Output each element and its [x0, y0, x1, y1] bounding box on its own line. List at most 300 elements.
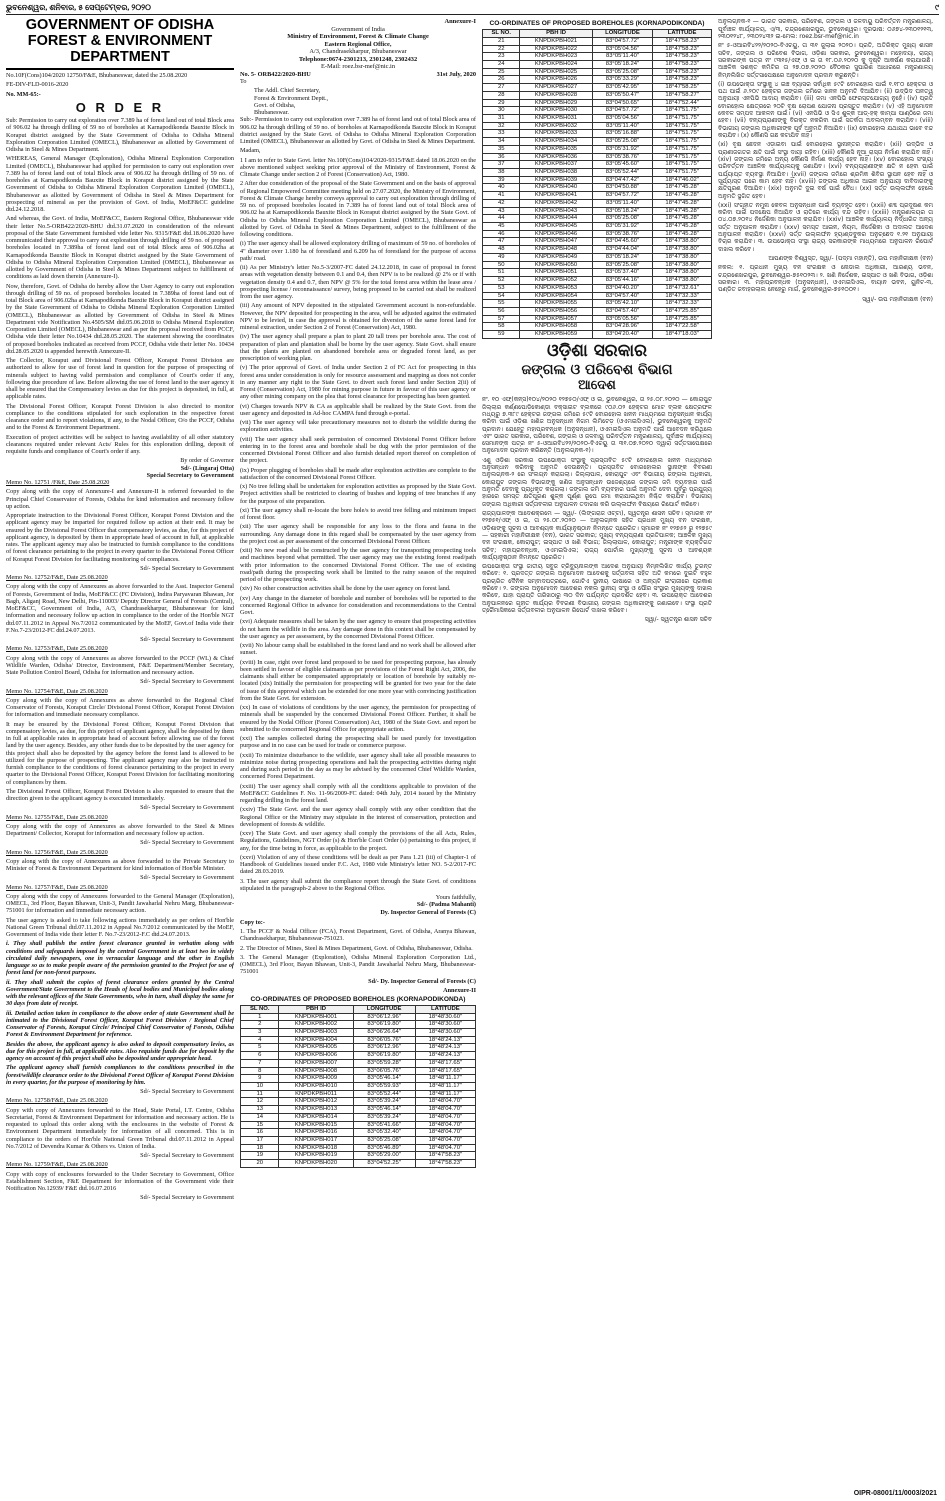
table-cell: 83°05'11.40": [592, 199, 653, 207]
condition: (xiv) No other construction activities shall be done by the user agency on forest land.: [240, 585, 451, 593]
condition: (xii) The user agency shall be responsible for any loss to the flora and fauna in the surrounding. Any damage done in this regard shall be compensated by the user agency from the project cost as per assessment of the concerned Divisional Forest Officer.: [240, 523, 476, 545]
table-cell: 55: [483, 300, 520, 308]
condition: (xxiii) The user agency shall comply with all the conditions applicable to provision of the MoEF&CC Guidelines F. No. 11-96/2009-FC dated: 04th July, 2014 issued by the Ministry regarding drilling in the forest land.: [240, 782, 476, 805]
table-cell: 18°47'58.25": [653, 84, 712, 92]
table-cell: 18°48'04.70": [415, 1098, 475, 1106]
condition: (xxvi) Violation of any of these conditions will be dealt as per Para 1.21 (iii) of Chapter-1 of Handbook of Guidelines issued under F.C. Act, 1980 vide Ministry's letter NO. 5-2/2017-FC dated 28.03.2019.: [240, 853, 476, 876]
table-cell: 83°05'33.29": [592, 76, 653, 84]
table-cell: 83°05'38.76": [592, 153, 653, 161]
table-cell: KNPDKPBH053: [520, 284, 592, 292]
table-row: [483, 307, 712, 315]
table-cell: KNPDKPBH057: [520, 315, 592, 323]
table-cell: 18°47'51.75": [653, 122, 712, 130]
table-cell: 18°47'52.44": [653, 99, 712, 107]
signed-by: Sd/- (Lingaraj Otta): [180, 464, 234, 472]
table-cell: 18°47'58.23": [653, 45, 712, 53]
table-row: [241, 1075, 476, 1083]
table-row: [241, 1067, 476, 1075]
table-cell: 18°48'30.60": [415, 1013, 475, 1021]
table-row: [483, 84, 712, 92]
table-cell: 43: [483, 207, 520, 215]
letter-date: 31st July, 2020: [436, 70, 476, 78]
table-row: [241, 1137, 476, 1145]
memo-text: Copy along with the copy of Annexures as above forwarded to the Regional Chief Conservator of Forests, Koraput Circle/ Divisional Forest Officer, Koraput Forest Division for information and immediate necessary compliance.: [6, 696, 234, 719]
table-cell: 4: [241, 1036, 279, 1044]
table-cell: 18°47'45.28": [653, 223, 712, 231]
copy-item: 2. The Director of Mines, Steel & Mines Department, Govt. of Odisha, Bhubaneswar, Odisha.: [240, 944, 473, 952]
memo-text: Copy with copy of Annexures forwarded to the Head, State Portal, I.T. Centre, Odisha Secretariat, Forest & Environment Department for information and necessary action. He is requested to upload this order along with the enclosures in the website of Forest & Environment Department immediately for information of all concerned. This is in compliance to the orders of Hon'ble National Green Tribunal dtd.07.11.2012 in Appeal No.7/2012 of Devendra Kumar & Others vs. Union of India.: [6, 1106, 234, 1150]
letter-subject: Sub:- Permission to carry out exploration over 7.389 ha of forest land out of total Block area of 906.02 ha through drilling of 59 no. of boreholes at Karnapodikonda Bauxite Block in Koraput district assigned by the State Govt. of Odisha to Odisha Mineral Exploration Corporation Limited (OMECL), Bhubaneswar as allotted by Govt. of Odisha in Steel & Mines Department.: [240, 116, 476, 146]
address-line: The Addl. Chief Secretary,: [254, 87, 321, 95]
masthead-line-1: GOVERNMENT OF ODISHA: [25, 18, 215, 34]
table-row: [241, 1144, 476, 1152]
table-row: [241, 1083, 476, 1091]
condition: (viii) The user agency shall seek permission of concerned Divisional Forest Officer before entering in to the forest area and borehole shall be dug with the prior permission of the concerned Divisional Forest Officer and also furnish detailed report thereof on completion of the project.: [240, 435, 476, 465]
goi-letterhead: [240, 18, 476, 70]
page-number: ୯: [935, 3, 939, 12]
table-cell: 29: [483, 99, 520, 107]
table-cell: 15: [241, 1121, 279, 1129]
table-row: [483, 45, 712, 53]
table-cell: 34: [483, 138, 520, 146]
table-cell: 27: [483, 84, 520, 92]
table-cell: 18°47'25.85": [653, 307, 712, 315]
memo-sd: Sd/- Special Secretary to Government: [140, 1194, 234, 1202]
order-para-4: The Collector, Koraput and Divisional Forest Officer, Koraput Forest Division are authorized to allow for use of forest land in question for the purpose of prospecting of minerals subject to having valid permission and compliance of Court's order if any, following due procedure of law. Before allowing the use of forest land to the user agency it shall be ensured that the Compensatory levies as due for this project is deposited, in full, at applicable rates.: [6, 357, 234, 401]
table-cell: 83°05'25.08": [592, 261, 653, 269]
table-cell: KNPDKPBH007: [279, 1059, 353, 1067]
odia-order-text: [482, 396, 712, 623]
table-cell: 18°47'45.28": [653, 230, 712, 238]
table-cell: 18°48'30.60": [415, 1028, 475, 1036]
table-row: [483, 238, 712, 246]
table-row: [241, 1044, 476, 1052]
borehole-table-a: [240, 1005, 476, 1168]
table-row: [483, 114, 712, 122]
table-cell: KNPDKPBH046: [520, 230, 592, 238]
table-cell: 83°05'50.47": [592, 91, 653, 99]
memo-ref: Memo No. 12758/F&E, Date 25.08.2020: [6, 1097, 108, 1105]
table-cell: 56: [483, 307, 520, 315]
goi-line: E-Mail: roez.bsr-mef@nic.in: [320, 63, 396, 71]
table-cell: KNPDKPBH032: [520, 122, 592, 130]
table-cell: 18°48'04.70": [415, 1144, 475, 1152]
table-row: [483, 68, 712, 76]
condition: (xiii) No new road shall be constructed by the user agency for transporting prospecting tools and machines beyond what permitted. The user agency may use the existing forest road/path with prior information to the concerned Divisional Forest Officer. The use of existing road/path during the prospecting work shall be limited to the rainy season of the required period of the prospecting work.: [240, 547, 476, 584]
table-a-title: CO-ORDINATES OF PROPOSED BOREHOLES (KORNAPODIKONDA): [250, 996, 466, 1004]
table-cell: KNPDKPBH048: [520, 246, 592, 254]
table-row: [483, 91, 712, 99]
table-cell: 83°06'05.76": [353, 1067, 415, 1075]
table-row: [483, 192, 712, 200]
ngt-item: i. They shall publish the entire forest clearance granted in verbatim along with conditions and safeguards imposed by the central Government in at least two in widely circulated daily newspapers, one in vernacular language and the other in English language so as to make people aware of the permission granted to the Project for use of forest land for non-forest purposes.: [6, 940, 234, 977]
table-cell: KNPDKPBH058: [520, 323, 592, 331]
memo-sd: Sd/- Special Secretary to Government: [140, 636, 234, 644]
table-cell: KNPDKPBH022: [520, 45, 592, 53]
table-cell: KNPDKPBH043: [520, 207, 592, 215]
memo-ref: Memo No. 12752/F&E, Date 25.08.2020: [6, 574, 108, 582]
table-cell: 18°47'51.75": [653, 114, 712, 122]
table-cell: 83°05'46.14": [353, 1106, 415, 1114]
table-cell: 18°47'38.80": [653, 253, 712, 261]
yours-faithfully: Yours faithfully,: [435, 894, 476, 902]
table-cell: 35: [483, 145, 520, 153]
table-row: [483, 76, 712, 84]
memo-sd: Sd/- Special Secretary to Government: [140, 804, 234, 812]
order-para-2: And whereas, the Govt. of India, MoEF&CC, Eastern Regional Office, Bhubaneswar vide their letter No.5-ORB422/2020-BHU dtd.31.07.2020 in consideration of the relevant proposal of the State Government furnished vide letter No. 9315/F&E dtd.18.06.2020 have communicated their approval to carry out exploration through drilling of 59 no. of proposed boreholes located in 7.389ha of forest land out of total Block area of 906.02ha at Karnapodikonda Bauxite Block in Koraput district assigned by the State Government of Odisha to Odisha Mineral Exploration Corporation Limited (OMECL), Bhubaneswar as allotted by Government of Odisha in Steel & Mines Department subject to fulfillment of conditions as laid down therein (Annexure-I).: [6, 215, 234, 281]
table-cell: 45: [483, 223, 520, 231]
condition: (iv) The user agency shall prepare a plan to plant 20 tall trees per borehole area. The cost of preparation of plan and plantation shall be borne by the user agency. State Govt. shall ensure that the plants are planted on abandoned borehole area or degraded forest land, as per prescription of working plan.: [240, 333, 476, 363]
table-row: [483, 292, 712, 300]
table-cell: 49: [483, 253, 520, 261]
table-cell: 83°04'57.72": [592, 37, 653, 45]
memo-ref: Memo No. 12754/F&E, Date 25.08.2020: [6, 687, 108, 695]
table-cell: 18°48'04.70": [415, 1106, 475, 1114]
table-row: [241, 1121, 476, 1129]
col-header: SL NO.: [241, 1005, 279, 1013]
footer-code: OIPR-08001/11/0003/2021: [853, 1489, 937, 1497]
table-cell: 16: [241, 1129, 279, 1137]
table-cell: KNPDKPBH027: [520, 84, 592, 92]
masthead-line-2: FOREST & ENVIRONMENT: [27, 33, 213, 50]
table-cell: 18°47'32.61": [653, 284, 712, 292]
table-cell: 18°47'51.75": [653, 169, 712, 177]
table-cell: 46: [483, 230, 520, 238]
table-cell: KNPDKPBH017: [279, 1137, 353, 1145]
table-cell: 83°05'16.88": [592, 130, 653, 138]
goi-line: Telephone:0674-2301213, 2301248, 2302432: [298, 55, 418, 63]
table-row: [483, 253, 712, 261]
table-cell: 18°47'46.02": [653, 176, 712, 184]
odia-signature: ସ୍ୱା/- ଉପ ମହାନିରୀକ୍ଷକ (ବନ): [862, 295, 933, 303]
to: To: [240, 78, 247, 86]
table-cell: 18°47'45.28": [653, 184, 712, 192]
table-cell: KNPDKPBH051: [520, 269, 592, 277]
condition: (v) The prior approval of Govt. of India under Section 2 of FC Act for prospecting in this forest area under consideration is only for resource assessment and mapping as does not confer in any manner any right to the State Govt. to divert such forest land under Section 2(ii) of Forest (Conservation) Act, 1980 for mining purpose in future in favour of this user agency or any other mining company on the plea that forest clearance for prospecting has been granted.: [240, 364, 476, 401]
table-cell: KNPDKPBH056: [520, 307, 592, 315]
table-cell: 21: [483, 37, 520, 45]
table-cell: KNPDKPBH030: [520, 107, 592, 115]
table-cell: KNPDKPBH039: [520, 176, 592, 184]
signatory: Special Secretary to Government: [146, 471, 234, 479]
table-cell: KNPDKPBH020: [279, 1160, 353, 1168]
memo-text: Appropriate instruction to the Divisional Forest Officer, Koraput Forest Division and the applicant agency may be imparted for required follow up action at their end. It may be ensured by the Divisional Forest Officer that compensatory levies, as due, for this project of applicant agency, is deposited by them in appropriate head of account in full, at applicable rates. The applicant agency may also be instructed to furnish compliance to the conditions of forest clearance pertaining to the project in every quarter to the Divisional Forest Officer of Koraput Forest Division for facilitating monitoring of compliances.: [6, 512, 234, 563]
table-cell: KNPDKPBH054: [520, 292, 592, 300]
condition: (xxiv) The State Govt. and the user agency shall comply with any other condition that the Regional Office or the Ministry may stipulate in the interest of conservation, protection and development of forests & wildlife.: [240, 806, 476, 828]
table-cell: 18°47'51.75": [653, 130, 712, 138]
table-cell: 18°47'45.28": [653, 215, 712, 223]
order-para-6: Execution of project activities will be subject to having availability of all other statutory clearances required under relevant Acts/ Rules for this exploration drilling, deposit of requisite funds and compliance of Court's order if any.: [6, 433, 234, 456]
table-cell: 32: [483, 122, 520, 130]
table-cell: KNPDKPBH041: [520, 192, 592, 200]
copy-sd: Sd/- Dy. Inspector General of Forests (C): [368, 977, 476, 985]
table-cell: 18°47'45.28": [653, 207, 712, 215]
table-cell: 83°04'45.60": [592, 238, 653, 246]
table-cell: KNPDKPBH033: [520, 130, 592, 138]
memo-ref: Memo No. 12753/F&E, Date 25.08.2020: [6, 645, 108, 653]
table-cell: 57: [483, 315, 520, 323]
table-cell: KNPDKPBH023: [520, 53, 592, 61]
table-cell: KNPDKPBH011: [279, 1090, 353, 1098]
table-row: [241, 1129, 476, 1137]
table-cell: KNPDKPBH012: [279, 1098, 353, 1106]
table-cell: 33: [483, 130, 520, 138]
condition: (xv) Any change in the diameter of borehole and number of boreholes will be reported to the concerned Regional Office in advance for consideration and recommendations to the Central Govt.: [240, 594, 476, 617]
table-cell: 83°06'05.76": [353, 1036, 415, 1044]
condition: (xviii) In case, right over forest land proposed to be used for prospecting purpose, has already been settled in favour of eligible claimants as per provisions of the Forest Right Act, 2006, the claimants shall either be compensated appropriately or location of borehole by suitably re-located (xix) Initially the permission for prospecting will be granted for two year for the date of issue of this approval which can be extended for one more year with convincing justification from the State Govt. for extension.: [240, 658, 476, 702]
table-cell: 58: [483, 323, 520, 331]
letter-para-1: 1 I am to refer to State Govt. letter No.10F(Cons)104/2020-9315/F&E dated 18.06.2020 on the above mentioned subject seeking prior approval of the Ministry of Environment, Forest & Climate Change under section 2 of Forest (Conservation) Act, 1980.: [240, 156, 476, 179]
table-cell: 23: [483, 53, 520, 61]
table-cell: 83°05'18.24": [592, 60, 653, 68]
table-cell: 13: [241, 1106, 279, 1114]
table-row: [241, 1059, 476, 1067]
table-cell: KNPDKPBH009: [279, 1075, 353, 1083]
table-cell: 18°48'04.70": [415, 1113, 475, 1121]
table-cell: 83°04'50.88": [592, 184, 653, 192]
table-cell: 18°48'17.65": [415, 1059, 475, 1067]
ngt-item: Besides the above, the applicant agency is also asked to deposit compensatory levies, as due for this project in full, at applicable rates. Also requisite funds due for deposit by the agency on account of this project shall also be deposited under appropriate head.: [6, 1040, 234, 1063]
table-cell: KNPDKPBH044: [520, 215, 592, 223]
col-header: LATITUDE: [415, 1005, 475, 1013]
col-header: PBH ID: [279, 1005, 353, 1013]
memo-sd: Sd/- Special Secretary to Government: [140, 564, 234, 572]
table-row: [483, 122, 712, 130]
table-cell: 25: [483, 68, 520, 76]
table-cell: KNPDKPBH040: [520, 184, 592, 192]
goi-line: Eastern Regional Office,: [324, 40, 392, 48]
table-cell: KNPDKPBH050: [520, 261, 592, 269]
table-cell: 54: [483, 292, 520, 300]
table-row: [483, 300, 712, 308]
letter-no: No. 5- ORB422/2020-BHU: [240, 70, 311, 78]
table-row: [241, 1098, 476, 1106]
table-row: [483, 315, 712, 323]
table-cell: 83°04'52.25": [353, 1160, 415, 1168]
table-row: [483, 269, 712, 277]
masthead: [6, 18, 234, 70]
table-row: [483, 145, 712, 153]
condition: (i) The user agency shall be allowed exploratory drilling of maximum of 59 no. of boreholes of 4" diameter over 1.180 ha of forestland and 6.209 ha of forestland for the purpose of access path/ road.: [240, 240, 476, 262]
col-header: PBH ID: [520, 30, 592, 38]
by-order: By order of Governor: [180, 457, 234, 465]
memo-text: Copy along with the copy of Annexures as above forwarded to the Asst. Inspector General of Forests, Government of India, MoEF&CC (FC Division), Indira Paryavaran Bhawan, Jor Bagh, Aliganj Road, New Delhi, Pin-110003/ Deputy Director General of Forests (Central), MoEF&CC, Government of India, A/3, Chandrasekharpur, Bhubaneswar for kind information and necessary follow up action in compliance to the order of the Hon'ble NGT dtd.07.11.2012 in Appeal No.7/2012 communicated by the MoEF, Govt.of India vide their F.No.7-23/2012-FC dtd.24.07.2013.: [6, 583, 234, 634]
table-cell: KNPDKPBH045: [520, 223, 592, 231]
table-header-row: [483, 30, 712, 38]
table-row: [241, 1021, 476, 1029]
table-cell: 83°05'42.10": [592, 300, 653, 308]
table-cell: 83°06'26.64": [353, 1028, 415, 1036]
table-cell: 36: [483, 153, 520, 161]
table-cell: KNPDKPBH042: [520, 199, 592, 207]
table-cell: 83°05'32.40": [353, 1129, 415, 1137]
table-cell: KNPDKPBH031: [520, 114, 592, 122]
column-table-odia: [482, 18, 712, 1496]
page-header: [6, 3, 939, 15]
order-subject: Sub: Permission to carry out exploration over 7.389 ha of forest land out of total Block area of 906.02 ha through drilling of 59 no of boreholes at Karnapodikonda Bauxite Block in Koraput district assigned by the State Government of Odisha to Odisha Mineral Exploration Corporation Limited (OMECL), Bhubaneswar as allotted by Government of Odisha in Steel & Mines Department.: [6, 117, 234, 154]
table-cell: KNPDKPBH052: [520, 277, 592, 285]
table-row: [241, 1028, 476, 1036]
table-row: [483, 230, 712, 238]
table-cell: KNPDKPBH049: [520, 253, 592, 261]
condition: (xx) In case of violations of conditions by the user agency, the permission for prospecting of minerals shall be suspended by the concerned Divisional Forest Officer. Further, it shall be ensured by the Nodal Officer (Forest Conservation) Act, 1980 of the State Govt. and report be submitted to the concerned Regional Office for appropriate action.: [240, 704, 476, 733]
table-cell: KNPDKPBH010: [279, 1083, 353, 1091]
memo-sd: Sd/- Special Secretary to Government: [140, 1088, 234, 1096]
odia-paragraph: ଏଣୁ ଓଡ଼ିଶା ସରକାର ଉପଭୋକ୍ତା ସଂସ୍ଥାକୁ ପ୍ରସ୍ତାବିତ ୫୯ଟି ବୋରହୋଲ ଖନନ ମାଧ୍ୟମରେ ଅନୁସନ୍ଧାନ କରିବାକୁ ଅନୁମତି ଦେଉଛନ୍ତି। ପ୍ରସ୍ତାବିତ ବୋରହୋଲର ସ୍ଥାନାଙ୍କ ବିବରଣୀ ଅନୁଲଗ୍ନକ-୨ ରେ ସଂଲଗ୍ନ କରାଗଲା। ଜିଲ୍ଲାପାଳ, କୋରାପୁଟ ଏବଂ ବିଭାଗୀୟ ଜଙ୍ଗଲ ଅଧିକାରୀ, କୋରାପୁଟ ଜଙ୍ଗଲ ବିଭାଗଙ୍କୁ ଖଣିଜ ଅନୁସନ୍ଧାନ ଉଦ୍ଦେଶ୍ୟରେ ଜଙ୍ଗଲ ଜମି ବ୍ୟବହାର ପାଇଁ ଅନୁମତି ଦେବାକୁ ପ୍ରାଧିକୃତ କରାଗଲା। ଜଙ୍ଗଲ ଜମି ବ୍ୟବହାର ପାଇଁ ଅନୁମତି ଦେବା ପୂର୍ବରୁ ପ୍ରଯୁଜ୍ୟ ହାରରେ ସମସ୍ତ କ୍ଷତିପୂରଣ ଶୁଳ୍କ ପୂର୍ଣ୍ଣ ରୂପେ ଜମା କରାଯାଇଥିବା ନିଶ୍ଚିତ କରାଯିବ। ବିଭାଗୀୟ ଜଙ୍ଗଲ ଅଧିକାରୀ ସର୍ତ୍ତାବଳୀର ଅନୁପାଳନ ତଦାରଖ କରି ଉଲ୍ଲଙ୍ଘନ ବିଷୟରେ ରିପୋର୍ଟ କରିବେ।: [482, 456, 712, 508]
memo-sd: Sd/- Special Secretary to Government: [140, 839, 234, 847]
condition: (vi) Charges towards NPV & CA as applicable shall be realized by the State Govt. from the user agency and deposited in Ad-hoc CAMPA fund through e-portal.: [240, 402, 476, 417]
table-cell: 83°05'25.08": [353, 1137, 415, 1145]
table-cell: 83°04'57.40": [592, 307, 653, 315]
table-cell: KNPDKPBH035: [520, 145, 592, 153]
table-cell: 83°06'12.96": [353, 1013, 415, 1021]
table-cell: 18°47'18.03": [653, 331, 712, 339]
table-cell: KNPDKPBH019: [279, 1152, 353, 1160]
condition: (ix) Proper plugging of boreholes shall be made after exploration activities are complete to the satisfaction of the concerned Divisional Forest Officer.: [240, 466, 476, 481]
table-cell: 39: [483, 176, 520, 184]
table-cell: 50: [483, 261, 520, 269]
table-cell: 83°05'25.08": [592, 215, 653, 223]
table-cell: 37: [483, 161, 520, 169]
table-cell: 83°06'19.80": [353, 1021, 415, 1029]
order-signature: [6, 457, 234, 479]
column-order: [6, 18, 234, 1496]
table-row: [241, 1152, 476, 1160]
table-cell: 38: [483, 169, 520, 177]
table-row: [483, 138, 712, 146]
table-row: [483, 223, 712, 231]
table-cell: 26: [483, 76, 520, 84]
table-cell: KNPDKPBH055: [520, 300, 592, 308]
table-cell: KNPDKPBH025: [520, 68, 592, 76]
table-cell: 18°47'32.33": [653, 300, 712, 308]
table-row: [241, 1090, 476, 1098]
table-cell: 18°47'51.75": [653, 138, 712, 146]
table-row: [241, 1106, 476, 1114]
table-cell: 18°48'04.70": [415, 1121, 475, 1129]
col-header: LATITUDE: [653, 30, 712, 38]
letter-ref: [240, 71, 476, 78]
letter-signature: [240, 894, 476, 916]
address: [240, 87, 476, 116]
table-row: [483, 261, 712, 269]
table-cell: 18°47'51.75": [653, 107, 712, 115]
table-cell: 18°47'58.27": [653, 91, 712, 99]
table-cell: 83°05'31.92": [592, 145, 653, 153]
odia-title-1: ଓଡ଼ିଶା ସରକାର: [546, 340, 648, 361]
letter-designation: Dy. Inspector General of Forests (C): [380, 908, 476, 916]
table-cell: 83°05'39.24": [353, 1098, 415, 1106]
table-cell: 18°47'22.58": [653, 323, 712, 331]
table-row: [483, 207, 712, 215]
address-line: Govt. of Odisha,: [254, 101, 296, 109]
table-cell: KNPDKPBH026: [520, 76, 592, 84]
odia-paragraph: (xxi) ସଂଗୃହୀତ ନମୁନା କେବଳ ଅନୁସନ୍ଧାନ ପାଇଁ ବ୍ୟବହୃତ ହେବ। (xxii) ଶବ୍ଦ ପ୍ରଦୂଷଣ କମ କରିବା ପାଇଁ ପଦକ୍ଷେପ ନିଆଯିବ ଓ ରାତିରେ କାର୍ଯ୍ୟ ବନ୍ଦ ରହିବ। (xxiii) ମନ୍ତ୍ରଣାଳୟର ତା ୦୪.୦୭.୨୦୧୪ ନିର୍ଦ୍ଦେଶିକା ଅନୁପାଳନ କରାଯିବ। (xxiv) ଆଞ୍ଚଳିକ କାର୍ଯ୍ୟାଳୟ ନିର୍ଦ୍ଧାରିତ ଅନ୍ୟ ସର୍ତ୍ତ ଅନୁପାଳନ କରାଯିବ। (xxv) ସମସ୍ତ ଆଇନ, ନିୟମ, ନିର୍ଦ୍ଦେଶିକା ଓ ଅଦାଲତ ଆଦେଶ ଅନୁପାଳନ କରାଯିବ। (xxvi) ସର୍ତ୍ତ ଉଲ୍ଲଙ୍ଘନ ହ୍ୟାଣ୍ଡବୁକର ଅନୁଚ୍ଛେଦ ୧.୨୧ ଅନୁଯାୟୀ ବିଚାର କରାଯିବ। ୩. ଉପଭୋକ୍ତା ସଂସ୍ଥା ରାଜ୍ୟ ସରକାରଙ୍କ ମାଧ୍ୟମରେ ଅନୁପାଳନ ରିପୋର୍ଟ ଦାଖଲ କରିବେ।: [718, 201, 933, 253]
table-cell: 83°04'28.96": [592, 323, 653, 331]
table-cell: 18°47'58.23": [415, 1160, 475, 1168]
table-cell: 83°05'25.08": [592, 138, 653, 146]
memo-ref: Memo No. 12751 /F&E, Date 25.08.2020: [6, 479, 110, 487]
table-cell: 18°48'30.60": [415, 1021, 475, 1029]
table-cell: KNPDKPBH024: [520, 60, 592, 68]
condition: (xi) The user agency shall re-locate the bore hole/s to avoid tree felling and minimum impact of forest floor.: [240, 506, 476, 522]
table-row: [483, 53, 712, 61]
table-cell: 83°05'52.44": [592, 169, 653, 177]
odia-paragraph: ରାଜ୍ୟପାଳଙ୍କ ଆଦେଶକ୍ରମେ — ସ୍ୱା/- (ଲିଙ୍ଗରାଜ ଓଟ୍ଟା), ସ୍ୱତନ୍ତ୍ର ଶାସନ ସଚିବ। ସ୍ମାରକ ନଂ ୧୨୭୫୧/ଏଫ୍ ଓ ଇ, ତା ୨୫.୦୮.୨୦୨୦ — ଅନୁଲଗ୍ନକ ସହିତ ପ୍ରଧାନ ମୁଖ୍ୟ ବନ ସଂରକ୍ଷକ, ଓଡ଼ିଶାଙ୍କୁ ସୂଚନା ଓ ଆବଶ୍ୟକ କାର୍ଯ୍ୟାନୁଷ୍ଠାନ ନିମନ୍ତେ ପ୍ରେରିତ। ସ୍ମାରକ ନଂ ୧୨୭୫୨ ରୁ ୧୨୭୫୯ — ସହକାରୀ ମହାନିରୀକ୍ଷକ (ବନ), ଭାରତ ସରକାର; ମୁଖ୍ୟ ବନ୍ୟପ୍ରାଣୀ ପ୍ରତିପାଳକ; ଆଞ୍ଚଳିକ ମୁଖ୍ୟ ବନ ସଂରକ୍ଷକ, କୋରାପୁଟ; ଇସ୍ପାତ ଓ ଖଣି ବିଭାଗ; ଜିଲ୍ଲାପାଳ, କୋରାପୁଟ; ମନ୍ତ୍ରୀଙ୍କ ବ୍ୟକ୍ତିଗତ ସଚିବ; ମହାପ୍ରବନ୍ଧକ, ଓଏମଇସିଏଲ; ରାଜ୍ୟ ପୋର୍ଟାଲ ମୁଖ୍ୟଙ୍କୁ ସୂଚନା ଓ ଆବଶ୍ୟକ କାର୍ଯ୍ୟାନୁଷ୍ଠାନ ନିମନ୍ତେ ପ୍ରେରିତ।: [482, 509, 712, 561]
table-row: [483, 246, 712, 254]
memo-text: It may be ensured by the Divisional Forest Officer, Koraput Forest Division that compensatory levies, as due, for this project of applicant agency, shall be deposited by them in full at applicable rates in appropriate head of account before allowing use of the forest land by the user agency. Besides, any other funds due to be deposited by the user agency for this project shall also be deposited by the agency before the forest land is allowed to be utilized for the purpose of prospecting. The applicant agency may also be instructed to furnish compliance to the conditions of forest clearance pertaining to the project in every quarter to the Divisional Forest Officer, Koraput Forest Division for facilitating monitoring of compliances by them.: [6, 720, 234, 786]
table-cell: 83°05'39.24": [353, 1113, 415, 1121]
table-row: [483, 277, 712, 285]
masthead-line-3: DEPARTMENT: [6, 50, 234, 70]
order-title: O R D E R: [75, 99, 165, 115]
table-cell: 10: [241, 1083, 279, 1091]
table-cell: 18°47'38.80": [653, 261, 712, 269]
table-cell: 83°05'46.89": [353, 1144, 415, 1152]
table-cell: KNPDKPBH016: [279, 1129, 353, 1137]
table-cell: 83°05'59.93": [353, 1083, 415, 1091]
table-cell: 9: [241, 1075, 279, 1083]
table-cell: 83°05'59.28": [353, 1059, 415, 1067]
odia-paragraph: ଅନୁଲଗ୍ନକ-୧ — ଭାରତ ସରକାର, ପରିବେଶ, ଜଙ୍ଗଲ ଓ ଜଳବାୟୁ ପରିବର୍ତ୍ତନ ମନ୍ତ୍ରଣାଳୟ, ପୂର୍ବାଞ୍ଚଳ କାର୍ଯ୍ୟାଳୟ, ଏ/୩, ଚନ୍ଦ୍ରଶେଖରପୁର, ଭୁବନେଶ୍ୱର। ଦୂରଭାଷ: ୦୬୭୪-୨୩୦୧୨୧୩, ୨୩୦୧୨୪୮, ୨୩୦୨୪୩୨ ଇ-ମେଲ: roez.bsr-mef@nic.in: [718, 18, 933, 40]
table-cell: 12: [241, 1098, 279, 1106]
memo-text: Copy along with the copy of Annexures as above forwarded to the Steel & Mines Department/ Collector, Koraput for information and necessary follow up action.: [6, 822, 234, 838]
table-cell: 83°05'11.40": [592, 53, 653, 61]
memo-text: Copy with copy of enclosures forwarded to the Under Secretary to Government, Office Establishment Section, F&E Department for information of the Government vide their Notification No.12939/ F&E dtd.16.07.2016: [6, 1170, 234, 1193]
table-cell: 83°05'45.60": [592, 161, 653, 169]
address-line: Forest & Environment Deptt.,: [254, 94, 329, 102]
table-cell: 18°48'24.13": [415, 1044, 475, 1052]
table-cell: 18°48'17.65": [415, 1067, 475, 1075]
memo-sd: Sd/- Special Secretary to Government: [140, 678, 234, 686]
table-cell: 83°05'42.95": [592, 84, 653, 92]
salutation: Madam,: [240, 147, 261, 155]
table-cell: 18°47'58.23": [415, 1152, 475, 1160]
table-cell: KNPDKPBH047: [520, 238, 592, 246]
table-cell: 83°05'05.56": [592, 315, 653, 323]
table-row: [483, 37, 712, 45]
ngt-item: ii. They shall submit the copies of forest clearance orders granted by the Central Government/State Government to the Heads of local bodies and Municipal bodies along with the relevant offices of the State Governments, who in turn, shall display the same for 30 days from date of receipt.: [6, 978, 234, 1008]
table-cell: 18°47'45.28": [653, 192, 712, 200]
table-row: [483, 153, 712, 161]
condition: (xxii) To minimize disturbance to the wildlife, user agency shall take all possible measures to minimize noise during prospecting operations and halt the prospecting activities during night and during such period in the day as may be advised by the concerned Chief Wildlife Warden, concerned Forest Department.: [240, 751, 476, 781]
memo-ref: Memo No. 12759/F&E, Date 25.08.2020: [6, 1161, 108, 1169]
table-row: [241, 1052, 476, 1060]
table-cell: 22: [483, 45, 520, 53]
table-cell: KNPDKPBH004: [279, 1036, 353, 1044]
table-cell: 83°04'57.72": [592, 192, 653, 200]
table-cell: KNPDKPBH029: [520, 99, 592, 107]
table-cell: 59: [483, 331, 520, 339]
col-header: LONGITUDE: [353, 1005, 415, 1013]
table-cell: 18°47'51.75": [653, 145, 712, 153]
table-cell: 18°47'58.23": [653, 68, 712, 76]
table-cell: 7: [241, 1059, 279, 1067]
table-cell: 17: [241, 1137, 279, 1145]
table-row: [483, 215, 712, 223]
memo-ref: Memo No. 12756/F&E, Date 25.08.2020: [6, 848, 108, 856]
table-cell: 83°05'44.16": [592, 277, 653, 285]
table-header-row: [241, 1005, 476, 1013]
memo-text: Copy along with the copy of Annexures forwarded to the General Manager (Exploration), OMECL, 3rd Floor, Bayan Bhawan, Unit-3, Pandit Jawaharlal Nehru Marg, Bhubaneswar-751001 for information and immediate necessary action.: [6, 892, 234, 915]
table-row: [483, 60, 712, 68]
table-cell: 14: [241, 1113, 279, 1121]
table-cell: 20: [241, 1160, 279, 1168]
table-cell: 83°04'44.04": [592, 246, 653, 254]
table-cell: 18°47'38.80": [653, 238, 712, 246]
table-cell: KNPDKPBH006: [279, 1052, 353, 1060]
goi-line: Government of India: [331, 25, 385, 33]
